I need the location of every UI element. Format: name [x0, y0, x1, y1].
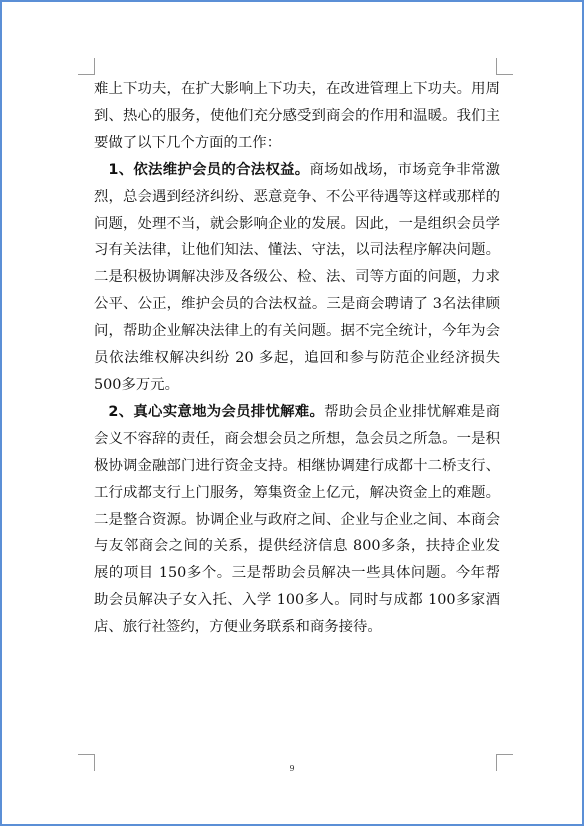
heading-legal-rights: 1、依法维护会员的合法权益。 [108, 161, 310, 178]
crop-mark-top-left [78, 58, 95, 75]
heading-solve-problems: 2、真心实意地为会员排忧解难。 [108, 403, 325, 420]
paragraph-legal-rights-text: 商场如战场，市场竞争非常激烈，总会遇到经济纠纷、恶意竞争、不公平待遇等这样或那样的问题，处理不当，就会影响企业的发展。因此，一是组织会员学习有关法律，让他们知法、懂法、守法，以司法程序解决问题。二是积极协调解决涉及各级公、检、法、司等方面的问题，力求公平、公正，维护会员的合法权益。三是商会聘请了 3名法律顾问，帮助企业解决法律上的有关问题。据不完全统计，今年为会员依法维权解决纠纷 20 多起，追回和参与防范企业经济损失 500多万元。 [94, 161, 500, 393]
paragraph-legal-rights [94, 157, 500, 399]
page-number: 9 [289, 764, 295, 773]
paragraph-solve-problems-text: 帮助会员企业排忧解难是商会义不容辞的责任，商会想会员之所想，急会员之所急。一是积极协调金融部门进行资金支持。相继协调建行成都十二桥支行、工行成都支行上门服务，筹集资金上亿元，解决资金上的难题。二是整合资源。协调企业与政府之间、企业与企业之间、本商会与友邻商会之间的关系，提供经济信息 800多条，扶持企业发展的项目 150多个。三是帮助会员解决一些具体问题。今年帮助会员解决子女入托、入学 100多人。同时与成都 100多家酒店、旅行社签约，方便业务联系和商务接待。 [94, 403, 500, 636]
paragraph-intro-text: 难上下功夫，在扩大影响上下功夫，在改进管理上下功夫。用周到、热心的服务，使他们充分感受到商会的作用和温暖。我们主要做了以下几个方面的工作： [94, 81, 500, 151]
paragraph-intro [94, 76, 500, 157]
crop-mark-top-right [496, 58, 513, 75]
page-body[interactable] [94, 76, 500, 641]
paragraph-solve-problems [94, 399, 500, 641]
